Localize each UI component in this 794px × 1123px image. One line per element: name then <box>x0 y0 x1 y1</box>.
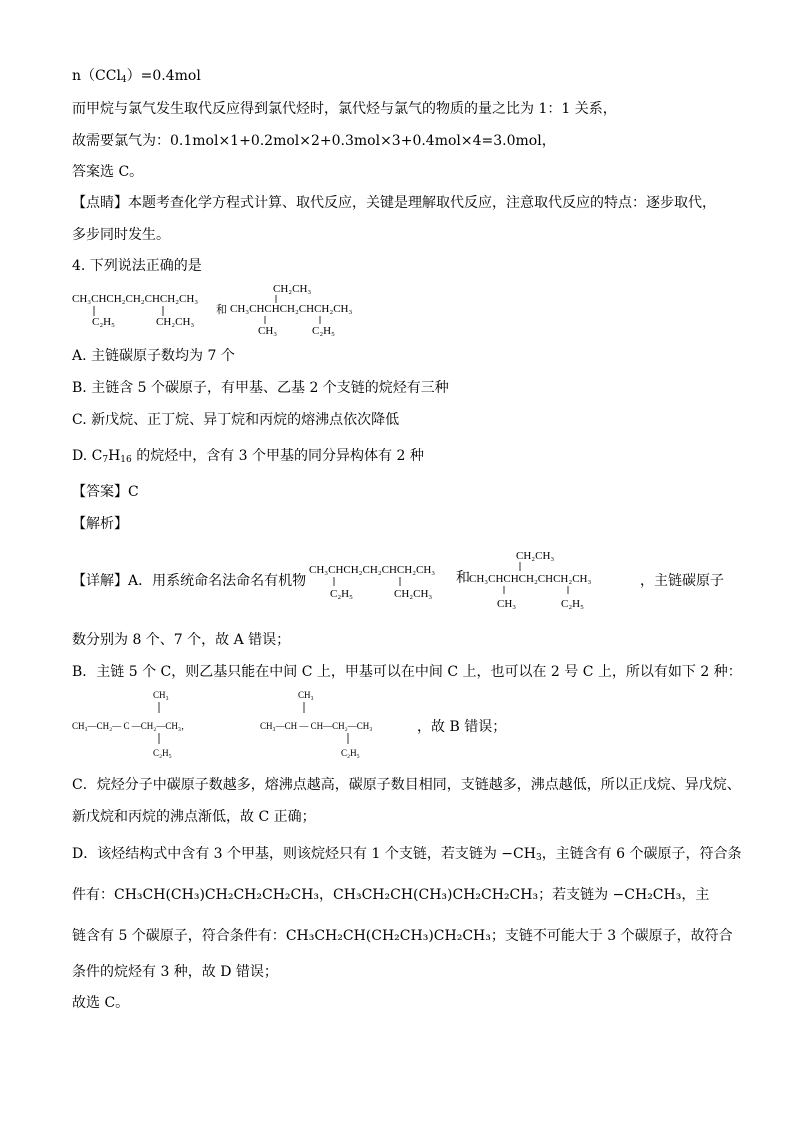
detail-formula-figure <box>306 546 650 612</box>
question-formula-figure <box>70 278 390 340</box>
text-line-1: n（CCl$_4$）=0.4mol <box>72 68 201 85</box>
explain-b-end: ，故 B 错误； <box>417 719 507 735</box>
final-answer: 故选 C。 <box>72 995 130 1011</box>
answer-label: 【答案】C <box>72 484 139 500</box>
explain-c-1: C．烷烃分子中碳原子数越多，熔沸点越高，碳原子数目相同，支链越多，沸点越低，所以正戊烷、异戊烷、 <box>72 777 741 793</box>
explain-b: B．主链 5 个 C，则乙基只能在中间 C 上，甲基可以在中间 C 上，也可以在 2 号 C 上，所以有如下 2 种： <box>72 664 742 680</box>
detail-formula-2-branch-1: CH₃ <box>497 598 517 610</box>
question-4-title: 4. 下列说法正确的是 <box>72 258 202 274</box>
option-b: B. 主链含 5 个碳原子，有甲基、乙基 2 个支链的烷烃有三种 <box>72 380 449 396</box>
struct-b-bottom: C₂H₅ <box>341 748 360 758</box>
struct-a-bottom: C₂H₅ <box>153 748 172 758</box>
analysis-label: 【解析】 <box>72 516 128 532</box>
formula-1-main: CH₃CHCH₂CH₂CHCH₂CH₃ <box>72 293 199 305</box>
option-a: A. 主链碳原子数均为 7 个 <box>72 348 235 364</box>
struct-b-top: CH₃ <box>298 690 314 700</box>
detail-formula-and: 和 <box>456 571 470 586</box>
formula-and: 和 <box>216 304 227 316</box>
detail-formula-2-top: CH₂CH₃ <box>516 550 555 562</box>
explain-d-2: 件有：CH₃CH(CH₃)CH₂CH₂CH₂CH₃，CH₃CH₂CH(CH₃)CH₂CH₂CH₃；若支链为 −CH₂CH₃，主 <box>72 887 710 903</box>
formula-2-branch-1: CH₃ <box>258 325 278 337</box>
text-line-6: 多步同时发生。 <box>72 227 170 243</box>
explain-d-4: 条件的烷烃有 3 种，故 D 错误； <box>72 964 278 980</box>
formula-2-main: CH₃CHCHCH₂CHCH₂CH₃ <box>230 303 353 315</box>
detail-formula-2-branch-2: C₂H₅ <box>561 598 584 610</box>
formula-2-branch-2: C₂H₅ <box>312 325 335 337</box>
formula-2-top: CH₂CH₃ <box>273 283 312 295</box>
text-line-3: 故需要氯气为：0.1mol×1+0.2mol×2+0.3mol×3+0.4mol×4=3.0mol， <box>72 133 556 149</box>
text-line-4: 答案选 C。 <box>72 164 144 180</box>
detail-formula-2-main: CH₃CHCHCH₂CHCH₂CH₃ <box>469 573 592 585</box>
explain-c-2: 新戊烷和丙烷的沸点渐低，故 C 正确； <box>72 809 316 825</box>
detail-formula-1-main: CH₃CHCH₂CH₂CHCH₂CH₃ <box>309 564 436 576</box>
formula-1-branch-2: CH₂CH₃ <box>156 316 195 328</box>
option-c: C. 新戊烷、正丁烷、异丁烷和丙烷的熔沸点依次降低 <box>72 412 400 428</box>
struct-a-top: CH₃ <box>153 690 169 700</box>
detail-tail: ，主链碳原子 <box>640 573 724 589</box>
detail-formula-1-branch-2: CH₂CH₃ <box>394 588 433 600</box>
formula-1-branch-1: C₂H₅ <box>92 316 115 328</box>
struct-a-main: CH₃—CH₂— C —CH₂—CH₃， <box>72 721 191 731</box>
text-line-2: 而甲烷与氯气发生取代反应得到氯代烃时，氯代烃与氯气的物质的量之比为 1：1 关系， <box>72 101 617 117</box>
text-line-5: 【点睛】本题考查化学方程式计算、取代反应，关键是理解取代反应，注意取代反应的特点：逐步取代， <box>72 195 716 211</box>
option-d: D. $C_7H_{16}$ 的烷烃中，含有 3 个甲基的同分异构体有 2 种 <box>72 448 424 465</box>
explain-d-3: 链含有 5 个碳原子，符合条件有：CH₃CH₂CH(CH₂CH₃)CH₂CH₃；支链不可能大于 3 个碳原子，故符合 <box>72 928 733 944</box>
detail-line-2: 数分别为 8 个、7 个，故 A 错误； <box>72 632 291 648</box>
detail-intro: 【详解】A．用系统命名法命名有机物 <box>72 573 307 589</box>
explain-d-1: D．该烃结构式中含有 3 个甲基，则该烷烃只有 1 个支链，若支链为 $-CH_3$，主链含有 6 个碳原子，符合条 <box>72 846 742 863</box>
struct-b-main: CH₃—CH — CH—CH₂—CH₃ <box>260 721 373 731</box>
detail-formula-1-branch-1: C₂H₅ <box>330 588 353 600</box>
